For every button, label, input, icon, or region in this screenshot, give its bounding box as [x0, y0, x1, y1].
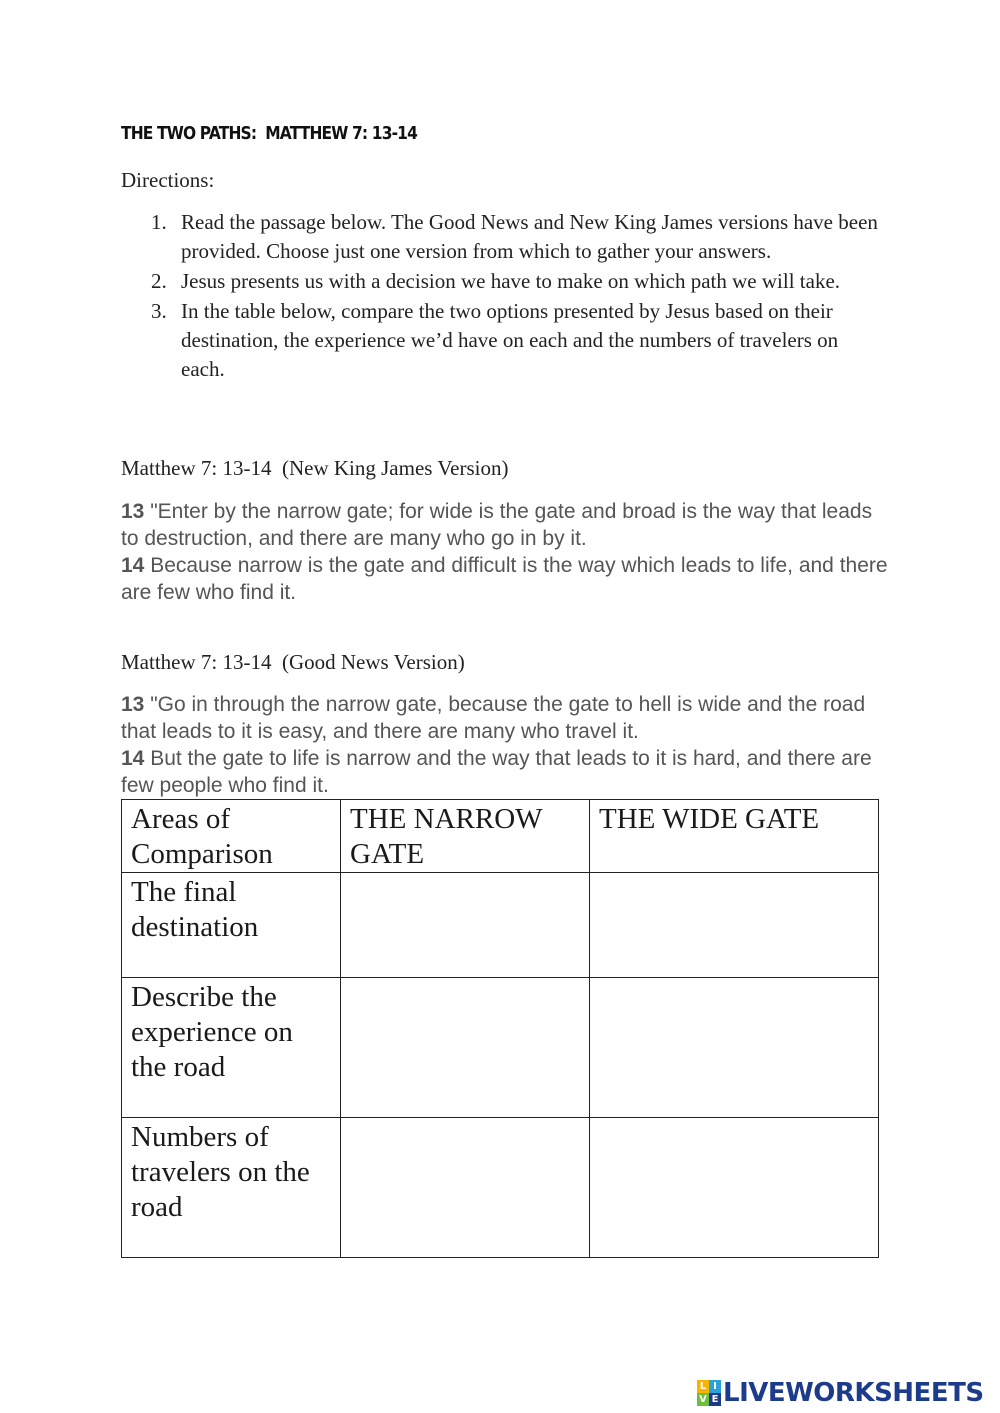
direction-number: 2.	[151, 269, 167, 293]
header-wide-gate: THE WIDE GATE	[590, 800, 879, 873]
comparison-table	[121, 799, 879, 1258]
verse	[121, 552, 891, 606]
verse	[121, 691, 891, 745]
row-label-travelers: Numbers of travelers on the road	[122, 1118, 341, 1258]
direction-item	[121, 297, 881, 384]
direction-text: Jesus presents us with a decision we have to make on which path we will take.	[181, 269, 841, 293]
liveworksheets-brand[interactable]	[697, 1378, 984, 1408]
table-row	[122, 873, 879, 978]
answer-cell-wide-travelers[interactable]	[590, 1118, 879, 1258]
answer-cell-wide-destination[interactable]	[590, 873, 879, 978]
row-label-destination: The final destination	[122, 873, 341, 978]
table-row	[122, 1118, 879, 1258]
gnv-passage	[121, 691, 891, 799]
logo-letter: I	[709, 1380, 721, 1393]
verse-number: 13	[121, 693, 145, 716]
direction-number: 3.	[151, 299, 167, 323]
direction-item	[121, 208, 881, 266]
row-label-experience: Describe the experience on the road	[122, 978, 341, 1118]
verse-text: But the gate to life is narrow and the way that leads to it is hard, and there are few people who find it.	[121, 747, 872, 797]
direction-text: Read the passage below. The Good News and New King James versions have been provided. Choose just one version from which to gather your answers.	[181, 210, 878, 263]
answer-cell-narrow-experience[interactable]	[341, 978, 590, 1118]
logo-letter: E	[709, 1393, 721, 1406]
verse-number: 14	[121, 554, 145, 577]
gnv-heading: Matthew 7: 13-14 (Good News Version)	[121, 650, 465, 674]
logo-letter: L	[697, 1380, 709, 1393]
verse	[121, 745, 891, 799]
direction-number: 1.	[151, 210, 167, 234]
direction-text: In the table below, compare the two options presented by Jesus based on their destination, the experience we’d have on each and the numbers of travelers on each.	[181, 299, 839, 381]
header-areas: Areas of Comparison	[122, 800, 341, 873]
answer-cell-narrow-travelers[interactable]	[341, 1118, 590, 1258]
verse-number: 13	[121, 500, 145, 523]
directions-label: Directions:	[121, 168, 215, 192]
verse-text: "Go in through the narrow gate, because the gate to hell is wide and the road that leads to it is easy, and there are many who travel it.	[121, 693, 866, 743]
verse-text: Because narrow is the gate and difficult is the way which leads to life, and there are few who find it.	[121, 554, 888, 604]
nkjv-passage	[121, 498, 891, 606]
verse-number: 14	[121, 747, 145, 770]
liveworksheets-logo-icon	[697, 1380, 721, 1406]
verse	[121, 498, 891, 552]
table-header-row	[122, 800, 879, 873]
answer-cell-wide-experience[interactable]	[590, 978, 879, 1118]
nkjv-heading: Matthew 7: 13-14 (New King James Version)	[121, 456, 509, 480]
table-row	[122, 978, 879, 1118]
brand-name: LIVEWORKSHEETS	[723, 1378, 984, 1408]
logo-letter: V	[697, 1393, 709, 1406]
header-narrow-gate: THE NARROW GATE	[341, 800, 590, 873]
direction-item	[121, 267, 881, 296]
page-title: THE TWO PATHS: MATTHEW 7: 13-14	[121, 123, 417, 144]
answer-cell-narrow-destination[interactable]	[341, 873, 590, 978]
directions-list	[121, 208, 881, 385]
verse-text: "Enter by the narrow gate; for wide is the gate and broad is the way that leads to destruction, and there are many who go in by it.	[121, 500, 873, 550]
